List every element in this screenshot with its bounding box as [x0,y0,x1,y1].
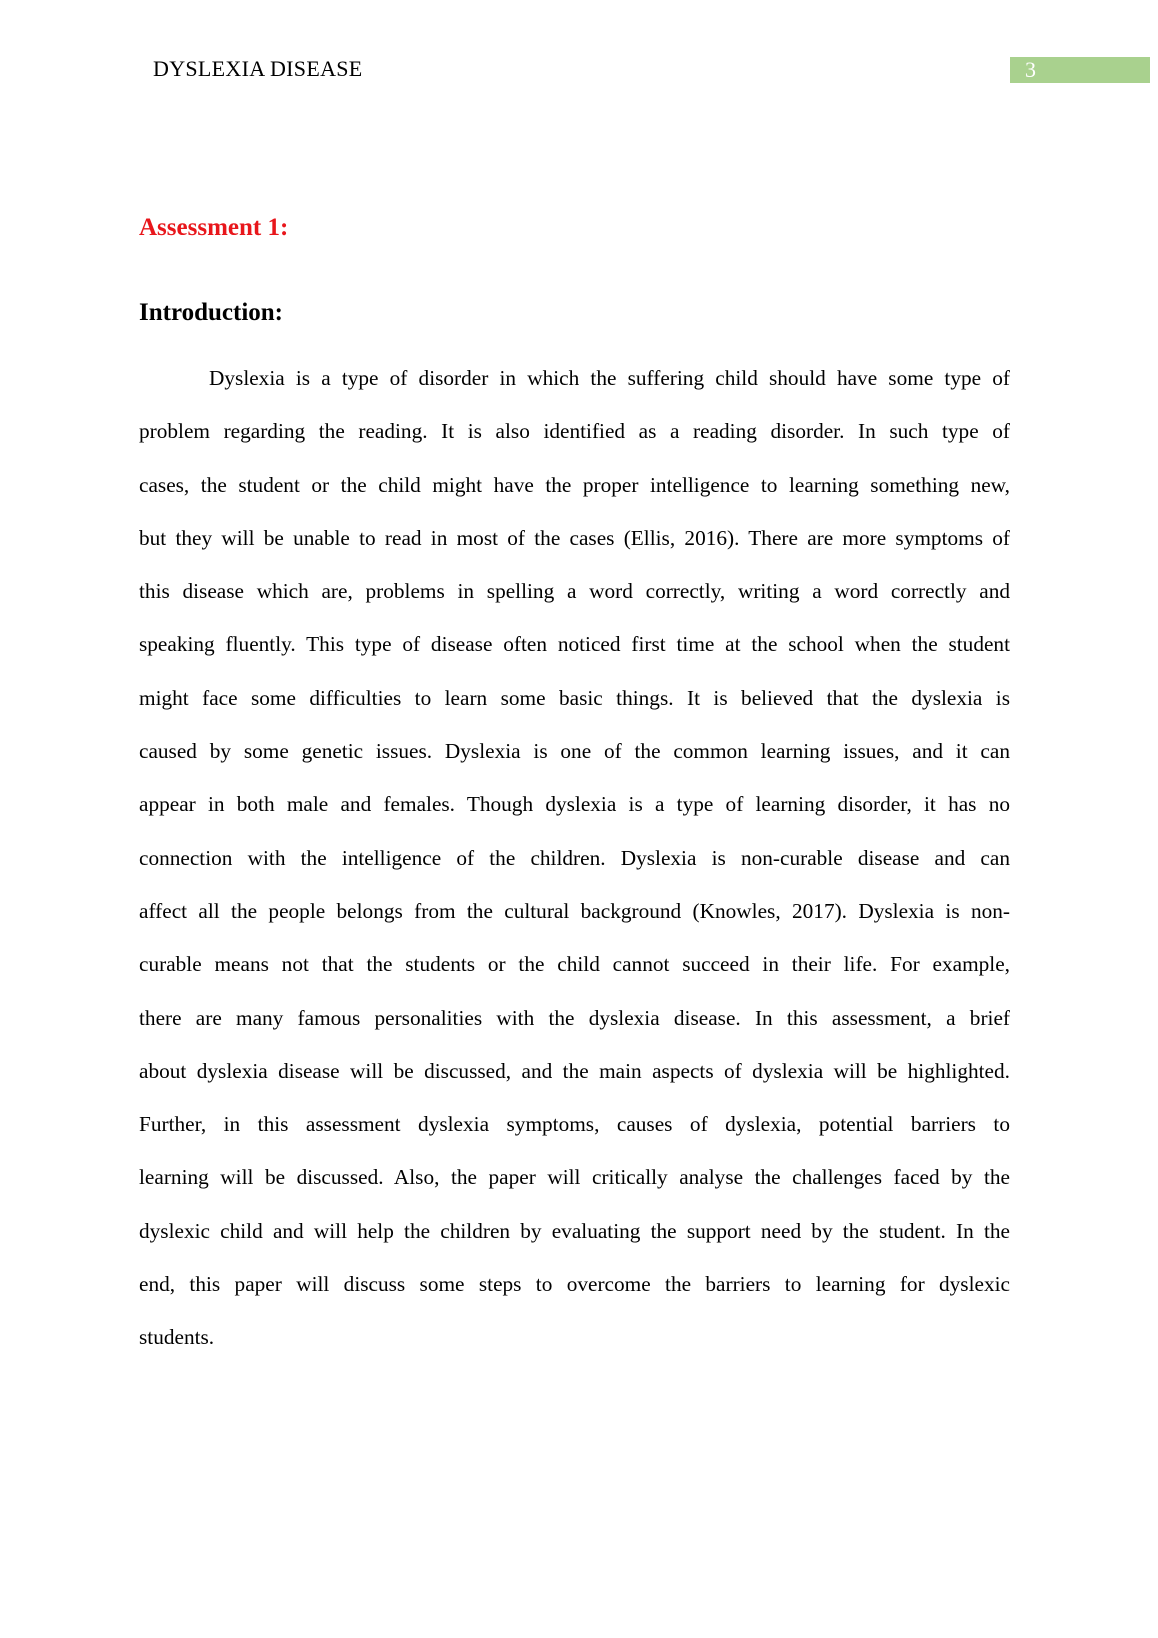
running-head: DYSLEXIA DISEASE [153,56,363,81]
paragraph-line: might face some difficulties to learn some basic things. It is believed that the dyslexia is [139,685,1010,710]
paragraph-line: appear in both male and females. Though dyslexia is a type of learning disorder, it has no [139,792,1010,817]
paragraph-line: problem regarding the reading. It is also identified as a reading disorder. In such type of [139,419,1010,444]
paragraph-line: Further, in this assessment dyslexia symptoms, causes of dyslexia, potential barriers to [139,1112,1010,1137]
paragraph-line: curable means not that the students or the child cannot succeed in their life. For example, [139,952,1010,977]
paragraph-line: but they will be unable to read in most of the cases (Ellis, 2016). There are more symptoms of [139,525,1010,550]
paragraph-line: about dyslexia disease will be discussed, and the main aspects of dyslexia will be highlighted. [139,1058,1010,1083]
paragraph-line: cases, the student or the child might have the proper intelligence to learning something new, [139,472,1010,497]
paragraph-line: this disease which are, problems in spelling a word correctly, writing a word correctly and [139,579,1010,604]
paragraph-line: connection with the intelligence of the children. Dyslexia is non-curable disease and can [139,845,1010,870]
paragraph-line: end, this paper will discuss some steps to overcome the barriers to learning for dyslexic [139,1272,1010,1297]
page-number-badge [1010,57,1150,83]
paragraph-line: speaking fluently. This type of disease often noticed first time at the school when the student [139,632,1010,657]
subsection-title: Introduction: [139,299,284,326]
paragraph-line: there are many famous personalities with the dyslexia disease. In this assessment, a brief [139,1005,1010,1030]
paragraph-line: Dyslexia is a type of disorder in which the suffering child should have some type of [209,366,1010,390]
page-number: 3 [1025,57,1036,82]
paragraph-line: caused by some genetic issues. Dyslexia is one of the common learning issues, and it can [139,739,1010,764]
introduction-paragraph [139,352,1010,1365]
section-title: Assessment 1: [139,214,289,241]
paragraph-line: dyslexic child and will help the children by evaluating the support need by the student. In the [139,1218,1010,1243]
paragraph-line: affect all the people belongs from the cultural background (Knowles, 2017). Dyslexia is non- [139,898,1010,923]
paragraph-line: students. [139,1325,215,1350]
paragraph-line: learning will be discussed. Also, the paper will critically analyse the challenges faced by the [139,1165,1010,1190]
